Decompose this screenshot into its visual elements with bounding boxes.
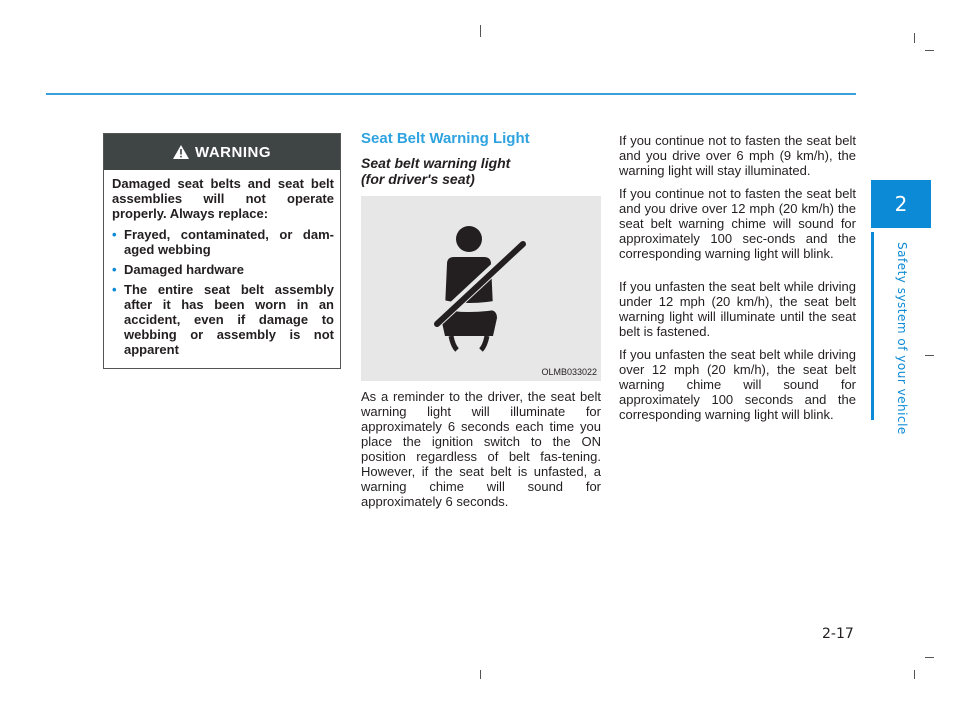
body-left (361, 389, 601, 509)
list-item: • Damaged hardware (112, 262, 244, 277)
warning-body (104, 170, 340, 357)
chapter-sidebar (871, 180, 931, 435)
warning-header (104, 134, 340, 170)
sidebar-rule (871, 232, 874, 420)
crop-mark (480, 670, 481, 679)
list-item: • The entire seat belt assembly after it has been worn in an accident, even if damage to webbing or assembly is not apparent (112, 282, 334, 357)
warning-box (103, 133, 341, 369)
figure-caption: OLMB033022 (541, 367, 597, 377)
bullet-icon: • (112, 227, 117, 242)
section-header (361, 130, 601, 187)
section-subtitle: Seat belt warning light (for driver's seat) (361, 155, 511, 187)
crop-mark (480, 25, 481, 37)
header-rule (46, 93, 856, 95)
warning-intro: Damaged seat belts and seat belt assemblies will not operate properly. Always replace: (112, 176, 334, 221)
warning-triangle-icon (173, 145, 189, 159)
paragraph: If you unfasten the seat belt while driving under 12 mph (20 km/h), the seat belt warning light will illuminate until the seat belt is fastened. (619, 279, 856, 339)
crop-mark (914, 33, 915, 43)
warning-heading: WARNING (195, 143, 271, 161)
seat-belt-figure (361, 196, 601, 381)
paragraph: If you continue not to fasten the seat belt and you drive over 12 mph (20 km/h) the seat belt warning chime will sound for approximately 100 sec-onds and the corresponding warning light will blink. (619, 186, 856, 261)
body-right (619, 133, 856, 430)
bullet-icon: • (112, 282, 117, 297)
paragraph: If you continue not to fasten the seat belt and you drive over 6 mph (9 km/h), the warning light will stay illuminated. (619, 133, 856, 178)
chapter-title-vertical (895, 242, 915, 435)
chapter-number: 2 (894, 192, 908, 216)
warning-list (112, 227, 334, 357)
crop-mark (925, 657, 934, 658)
paragraph: As a reminder to the driver, the seat belt warning light will illuminate for approximately 6 seconds each time you place the ignition switch to the ON position regardless of belt fas-tening. However, if the seat belt is unfasted, a warning chime will sound for approximately 6 seconds. (361, 389, 601, 509)
bullet-icon: • (112, 262, 117, 277)
chapter-title: Safety system of your vehicle (895, 242, 909, 435)
section-title: Seat Belt Warning Light (361, 130, 530, 147)
chapter-number-tab (871, 180, 931, 228)
list-item: • Frayed, contaminated, or dam-aged webbing (112, 227, 334, 257)
crop-mark (914, 670, 915, 679)
seat-belt-warning-icon (361, 196, 601, 381)
crop-mark (925, 50, 934, 51)
page-number: 2-17 (822, 626, 854, 642)
paragraph: If you unfasten the seat belt while driving over 12 mph (20 km/h), the seat belt warning chime will sound for approximately 100 seconds and the corresponding warning light will blink. (619, 347, 856, 422)
